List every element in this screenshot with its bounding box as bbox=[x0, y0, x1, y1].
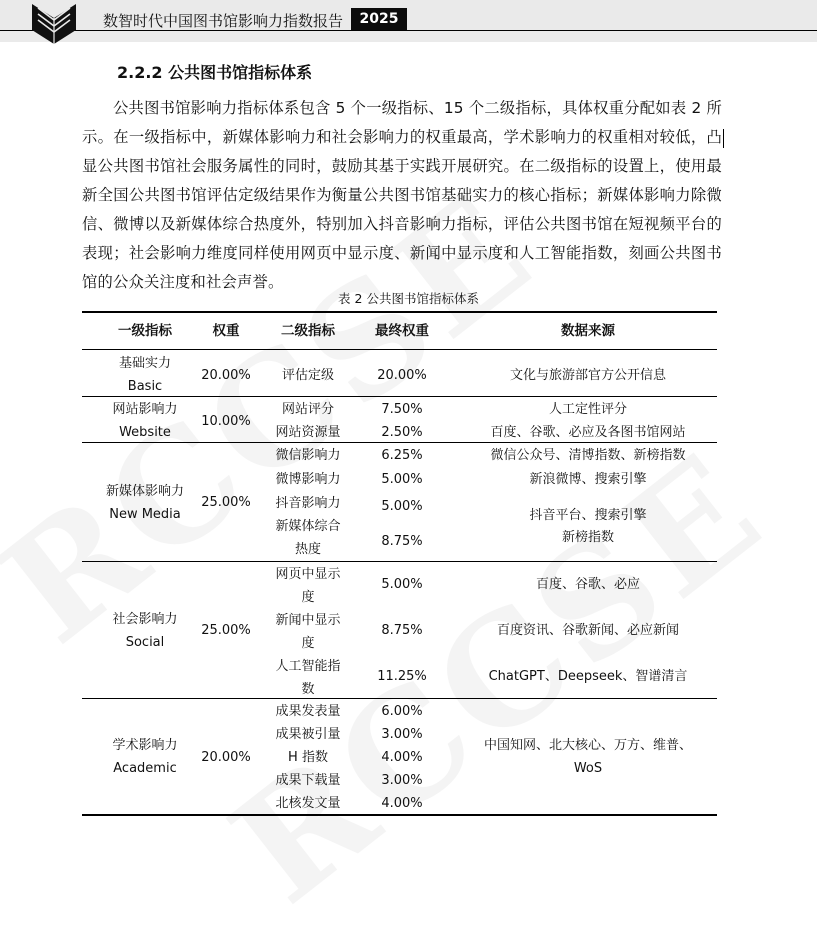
group-weight: 20.00% bbox=[201, 750, 251, 765]
final-weight: 2.50% bbox=[381, 425, 423, 440]
data-source: 百度、谷歌、必应及各图书馆网站 bbox=[490, 425, 686, 440]
final-weight: 6.25% bbox=[381, 448, 423, 463]
indicator-name: 微博影响力 bbox=[275, 472, 341, 487]
indicator-name-line1: 新闻中显示 bbox=[275, 613, 341, 628]
indicator-name-line2: 度 bbox=[301, 636, 315, 651]
header-year: 2025 bbox=[351, 8, 407, 30]
final-weight: 8.75% bbox=[381, 623, 423, 638]
data-source: 百度资讯、谷歌新闻、必应新闻 bbox=[496, 623, 679, 638]
table-top-rule bbox=[82, 311, 717, 313]
group-name-cn: 网站影响力 bbox=[112, 402, 178, 417]
final-weight: 6.00% bbox=[381, 704, 423, 719]
data-source: 微信公众号、清博指数、新榜指数 bbox=[490, 448, 686, 463]
group-rule bbox=[82, 561, 717, 562]
group-name-cn: 基础实力 bbox=[118, 356, 171, 371]
final-weight: 20.00% bbox=[377, 368, 427, 383]
indicator-name-line2: 数 bbox=[301, 682, 315, 697]
final-weight: 5.00% bbox=[381, 472, 423, 487]
group-name-en: Basic bbox=[127, 379, 163, 394]
indicator-name-line1: 网页中显示 bbox=[275, 567, 341, 582]
indicator-name: 抖音影响力 bbox=[275, 496, 341, 511]
data-source: 中国知网、北大核心、万方、维普、 bbox=[483, 738, 692, 753]
group-name-en: New Media bbox=[109, 507, 181, 522]
final-weight: 5.00% bbox=[381, 577, 423, 592]
group-name-cn: 学术影响力 bbox=[112, 738, 178, 753]
indicator-name-line1: 人工智能指 bbox=[275, 659, 341, 674]
data-source: 百度、谷歌、必应 bbox=[535, 577, 640, 592]
header-title: 数智时代中国图书馆影响力指数报告 bbox=[103, 12, 344, 30]
indicator-name: 北核发文量 bbox=[275, 796, 341, 811]
indicator-name: 成果发表量 bbox=[275, 704, 341, 719]
col-header-final-weight: 最终权重 bbox=[375, 323, 429, 339]
group-weight: 20.00% bbox=[201, 368, 251, 383]
group-name-en: Academic bbox=[113, 761, 177, 776]
col-header-level2: 二级指标 bbox=[281, 323, 335, 339]
text-cursor bbox=[723, 129, 724, 148]
indicator-name bbox=[258, 515, 358, 561]
col-header-source: 数据来源 bbox=[561, 323, 615, 339]
group-name-en: Social bbox=[125, 635, 165, 650]
col-header-level1: 一级指标 bbox=[118, 323, 172, 339]
indicator-name: 网站资源量 bbox=[275, 425, 341, 440]
indicator-name-line1: 新媒体综合 bbox=[275, 519, 341, 534]
group-name-en: Website bbox=[119, 425, 171, 440]
final-weight: 11.25% bbox=[377, 669, 427, 684]
indicator-name: 网站评分 bbox=[281, 402, 334, 417]
indicator-name-line2: 度 bbox=[301, 590, 315, 605]
indicator-name: 成果被引量 bbox=[275, 727, 341, 742]
data-source: ChatGPT、Deepseek、智谱清言 bbox=[488, 669, 688, 684]
table-caption: 表 2 公共图书馆指标体系 bbox=[338, 291, 479, 306]
indicator-name bbox=[258, 655, 358, 701]
book-logo-icon bbox=[30, 0, 78, 44]
indicator-name: H 指数 bbox=[288, 750, 328, 765]
indicator-name-line2: 热度 bbox=[294, 542, 321, 557]
data-source: WoS bbox=[573, 761, 603, 776]
body-paragraph: 公共图书馆影响力指标体系包含 5 个一级指标、15 个二级指标，具体权重分配如表 2 所示。在一级指标中，新媒体影响力和社会影响力的权重最高，学术影响力的权重相对较低，凸显公共图书馆社会服务属性的同时，鼓励其基于实践开展研究。在二级指标的设置上，使用最新全国公共图书馆评估定级结果作为衡量公共图书馆基础实力的核心指标；新媒体影响力除微信、微博以及新媒体综合热度外，特别加入抖音影响力指标，评估公共图书馆在短视频平台的表现；社会影响力维度同样使用网页中显示度、新闻中显示度和人工智能指数，刻画公共图书馆的公众关注度和社会声誉。 bbox=[82, 99, 722, 291]
final-weight: 7.50% bbox=[381, 402, 423, 417]
group-weight: 10.00% bbox=[201, 414, 251, 429]
data-source: 抖音平台、搜索引擎 bbox=[529, 508, 647, 523]
final-weight: 3.00% bbox=[381, 773, 423, 788]
group-rule bbox=[82, 698, 717, 699]
indicator-name: 微信影响力 bbox=[275, 448, 341, 463]
data-source: 文化与旅游部官方公开信息 bbox=[509, 368, 666, 383]
indicator-name: 成果下载量 bbox=[275, 773, 341, 788]
data-source: 新榜指数 bbox=[561, 530, 614, 545]
final-weight: 5.00% bbox=[381, 499, 423, 514]
group-weight: 25.00% bbox=[201, 495, 251, 510]
indicator-name bbox=[258, 609, 358, 655]
group-name-cn: 社会影响力 bbox=[112, 612, 178, 627]
data-source: 新浪微博、搜索引擎 bbox=[529, 472, 647, 487]
section-title: 2.2.2 公共图书馆指标体系 bbox=[117, 63, 313, 82]
indicator-name bbox=[258, 563, 358, 609]
group-weight: 25.00% bbox=[201, 623, 251, 638]
col-header-weight: 权重 bbox=[212, 323, 240, 339]
table-header-rule bbox=[82, 349, 717, 350]
final-weight: 3.00% bbox=[381, 727, 423, 742]
group-name-cn: 新媒体影响力 bbox=[105, 484, 184, 499]
final-weight: 4.00% bbox=[381, 750, 423, 765]
indicator-name: 评估定级 bbox=[281, 368, 334, 383]
final-weight: 8.75% bbox=[381, 534, 423, 549]
final-weight: 4.00% bbox=[381, 796, 423, 811]
data-source: 人工定性评分 bbox=[548, 402, 627, 417]
